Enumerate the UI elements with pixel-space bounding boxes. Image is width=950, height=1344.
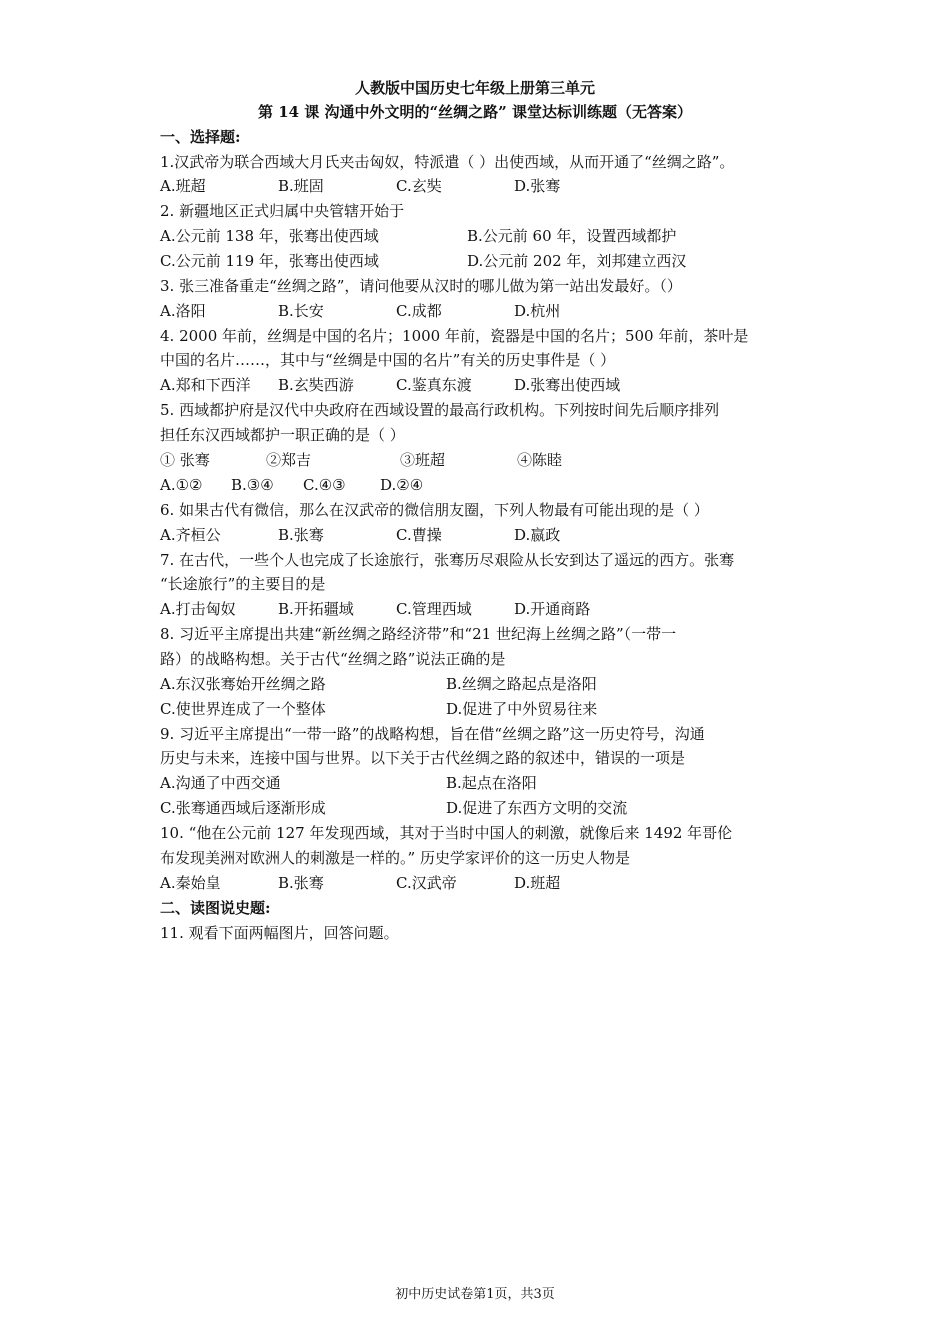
option-d: D.嬴政: [514, 526, 561, 544]
question-10-stem-line1: 10. “他在公元前 127 年发现西域，其对于当时中国人的刺激，就像后来 1492 年哥伦: [160, 824, 733, 842]
lesson-title: 第 14 课 沟通中外文明的“丝绸之路” 课堂达标训练题（无答案）: [257, 103, 693, 121]
question-7-stem-line2: “长途旅行”的主要目的是: [160, 575, 326, 593]
option-d: D.②④: [380, 476, 424, 494]
section-heading-reading: 二、读图说史题:: [160, 899, 271, 917]
option-a: A.公元前 138 年，张骞出使西域: [160, 227, 379, 245]
option-b: B.长安: [278, 302, 324, 320]
question-1-stem: 1.汉武帝为联合西域大月氏夹击匈奴，特派遣（ ）出使西域，从而开通了“丝绸之路”。: [160, 153, 735, 171]
item-4: ④陈睦: [517, 451, 563, 469]
option-c: C.管理西域: [396, 600, 472, 618]
option-b: B.公元前 60 年，设置西域都护: [467, 227, 677, 245]
document-title: 人教版中国历史七年级上册第三单元: [354, 79, 595, 97]
question-4-stem-line1: 4. 2000 年前，丝绸是中国的名片；1000 年前，瓷器是中国的名片；500 年前，茶叶是: [160, 327, 749, 345]
item-2: ②郑吉: [266, 451, 312, 469]
question-7-stem-line1: 7. 在古代，一些个人也完成了长途旅行，张骞历尽艰险从长安到达了遥远的西方。张骞: [160, 551, 735, 569]
question-5-stem-line2: 担任东汉西域都护一职正确的是（ ）: [160, 426, 405, 444]
option-d: D.促进了中外贸易往来: [446, 700, 598, 718]
option-a: A.齐桓公: [160, 526, 221, 544]
option-a: A.东汉张骞始开丝绸之路: [160, 675, 326, 693]
option-a: A.沟通了中西交通: [160, 774, 281, 792]
option-b: B.开拓疆域: [278, 600, 354, 618]
option-d: D.开通商路: [514, 600, 591, 618]
question-4-stem-line2: 中国的名片……，其中与“丝绸是中国的名片”有关的历史事件是（ ）: [160, 351, 616, 369]
item-1: ① 张骞: [160, 451, 210, 469]
option-c: C.鉴真东渡: [396, 376, 472, 394]
option-c: C.使世界连成了一个整体: [160, 700, 326, 718]
option-a: A.秦始皇: [160, 874, 221, 892]
question-11-stem: 11. 观看下面两幅图片，回答问题。: [160, 924, 399, 942]
option-b: B.班固: [278, 177, 324, 195]
option-d: D.班超: [514, 874, 561, 892]
question-8-stem-line2: 路）的战略构想。关于古代“丝绸之路”说法正确的是: [160, 650, 506, 668]
option-a: A.打击匈奴: [160, 600, 236, 618]
option-a: A.郑和下西洋: [160, 376, 251, 394]
option-d: D.促进了东西方文明的交流: [446, 799, 628, 817]
option-c: C.公元前 119 年，张骞出使西域: [160, 252, 379, 270]
option-c: C.曹操: [396, 526, 442, 544]
question-5-stem-line1: 5. 西域都护府是汉代中央政府在西域设置的最高行政机构。下列按时间先后顺序排列: [160, 401, 720, 419]
question-3-stem: 3. 张三准备重走“丝绸之路”，请问他要从汉时的哪儿做为第一站出发最好。（）: [160, 277, 682, 295]
option-d: D.公元前 202 年，刘邦建立西汉: [467, 252, 687, 270]
question-2-stem: 2. 新疆地区正式归属中央管辖开始于: [160, 202, 405, 220]
option-b: B.起点在洛阳: [446, 774, 537, 792]
page-footer: 初中历史试卷第1页，共3页: [395, 1287, 555, 1302]
option-d: D.张骞出使西域: [514, 376, 621, 394]
option-b: B.张骞: [278, 526, 324, 544]
section-heading-choice: 一、选择题:: [160, 128, 241, 146]
item-3: ③班超: [400, 451, 446, 469]
option-a: A.①②: [160, 476, 203, 494]
option-d: D.杭州: [514, 302, 561, 320]
question-10-stem-line2: 布发现美洲对欧洲人的刺激是一样的。” 历史学家评价的这一历史人物是: [160, 849, 630, 867]
option-a: A.班超: [160, 177, 206, 195]
question-9-stem-line2: 历史与未来，连接中国与世界。以下关于古代丝绸之路的叙述中，错误的一项是: [160, 749, 686, 767]
option-c: C.张骞通西域后逐渐形成: [160, 799, 326, 817]
option-c: C.成都: [396, 302, 442, 320]
question-8-stem-line1: 8. 习近平主席提出共建“新丝绸之路经济带”和“21 世纪海上丝绸之路”（一带一: [160, 625, 677, 643]
option-b: B.玄奘西游: [278, 376, 354, 394]
option-d: D.张骞: [514, 177, 561, 195]
option-c: C.④③: [303, 476, 346, 494]
question-6-stem: 6. 如果古代有微信，那么在汉武帝的微信朋友圈，下列人物最有可能出现的是（ ）: [160, 501, 709, 519]
option-c: C.汉武帝: [396, 874, 457, 892]
option-a: A.洛阳: [160, 302, 206, 320]
option-c: C.玄奘: [396, 177, 442, 195]
option-b: B.张骞: [278, 874, 324, 892]
option-b: B.③④: [231, 476, 274, 494]
question-9-stem-line1: 9. 习近平主席提出“一带一路”的战略构想，旨在借“丝绸之路”这一历史符号，沟通: [160, 725, 705, 743]
option-b: B.丝绸之路起点是洛阳: [446, 675, 597, 693]
